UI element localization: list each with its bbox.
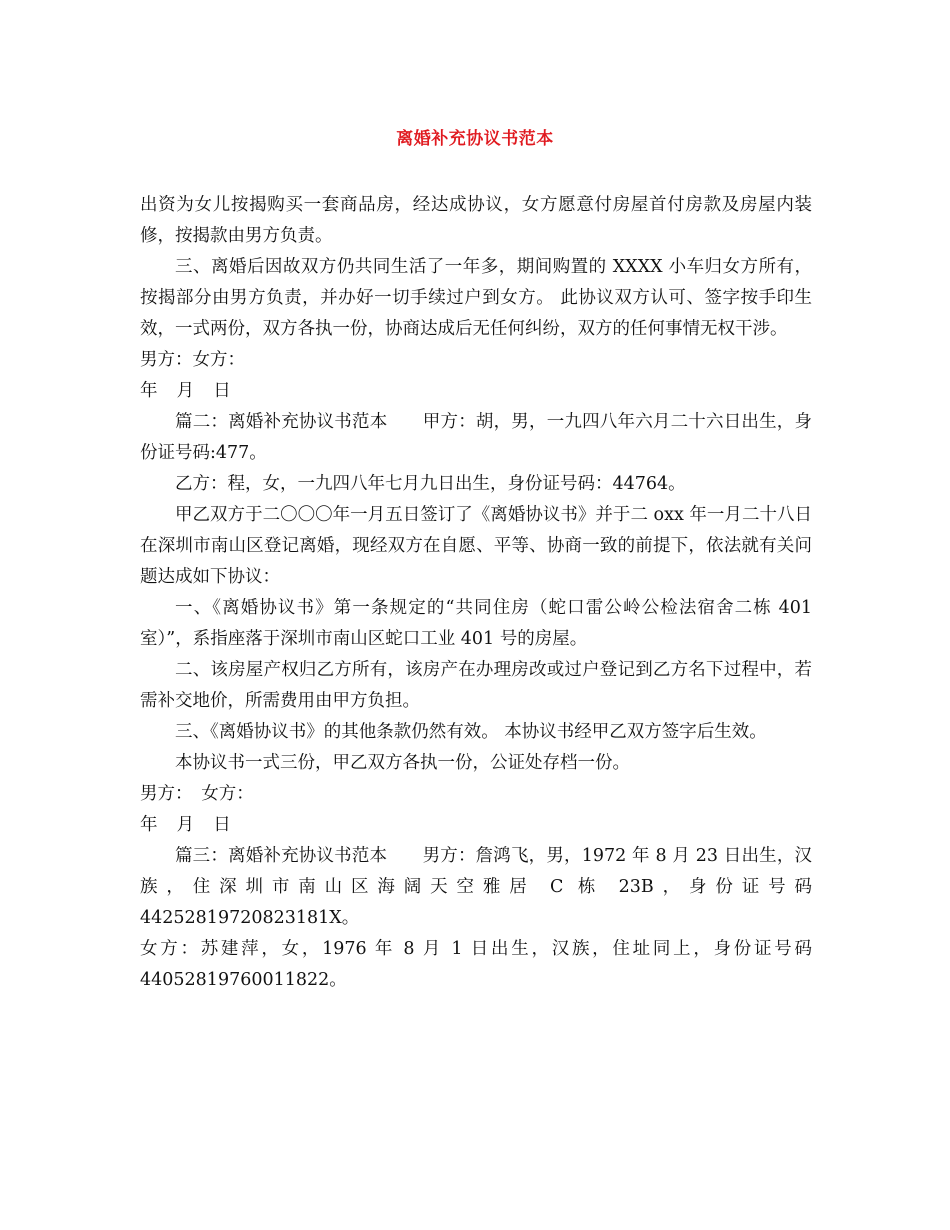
paragraph-part-2-clause-1: 一、《离婚协议书》第一条规定的“共同住房（蛇口雷公岭公检法宿舍二栋 401 室）”，系指座落于深圳市南山区蛇口工业 401 号的房屋。: [140, 598, 812, 649]
paragraph-part-2-party-a: 篇二：离婚补充协议书范本 甲方：胡，男，一九四八年六月二十六日出生，身份证号码:477。: [140, 412, 812, 463]
paragraph-clause-3-car: 三、离婚后因故双方仍共同生活了一年多，期间购置的 XXXX 小车归女方所有，按揭部分由男方负责，并办好一切手续过户到女方。 此协议双方认可、签字按手印生效，一式两份，双方各执一份，协商达成后无任何纠纷，双方的任何事情无权干涉。: [140, 257, 812, 339]
document-body: [140, 190, 812, 996]
paragraph-part-2-copies: 本协议书一式三份，甲乙双方各执一份，公证处存档一份。: [175, 753, 630, 773]
paragraph-part-3-man: 篇三：离婚补充协议书范本 男方：詹鸿飞，男，1972 年 8 月 23 日出生，汉族，住深圳市南山区海阔天空雅居 C 栋 23B，身份证号码 44252819720823181X。: [140, 846, 812, 928]
signature-line-2: 男方： 女方：: [140, 784, 254, 804]
paragraph-part-2-clause-2: 二、该房屋产权归乙方所有，该房产在办理房改或过户登记到乙方名下过程中，若需补交地价，所需费用由甲方负担。: [140, 660, 812, 711]
signature-line-1: 男方：女方：: [140, 350, 245, 370]
document-title: 离婚补充协议书范本: [396, 129, 554, 149]
date-line-1: 年 月 日: [140, 381, 231, 401]
paragraph-part-3-woman: 女方：苏建萍，女，1976 年 8 月 1 日出生，汉族，住址同上，身份证号码 44052819760011822。: [140, 939, 812, 990]
paragraph-part-2-clause-3: 三、《离婚协议书》的其他条款仍然有效。 本协议书经甲乙双方签字后生效。: [175, 722, 767, 742]
paragraph-part-2-party-b: 乙方：程，女，一九四八年七月九日出生，身份证号码：44764。: [175, 474, 686, 494]
date-line-2: 年 月 日: [140, 815, 231, 835]
paragraph-part-2-preamble: 甲乙双方于二〇〇〇年一月五日签订了《离婚协议书》并于二 oxx 年一月二十八日在深圳市南山区登记离婚，现经双方在自愿、平等、协商一致的前提下，依法就有关问题达成如下协议：: [140, 505, 812, 587]
paragraph-continued: 出资为女儿按揭购买一套商品房，经达成协议，女方愿意付房屋首付房款及房屋内装修，按揭款由男方负责。: [140, 195, 812, 246]
